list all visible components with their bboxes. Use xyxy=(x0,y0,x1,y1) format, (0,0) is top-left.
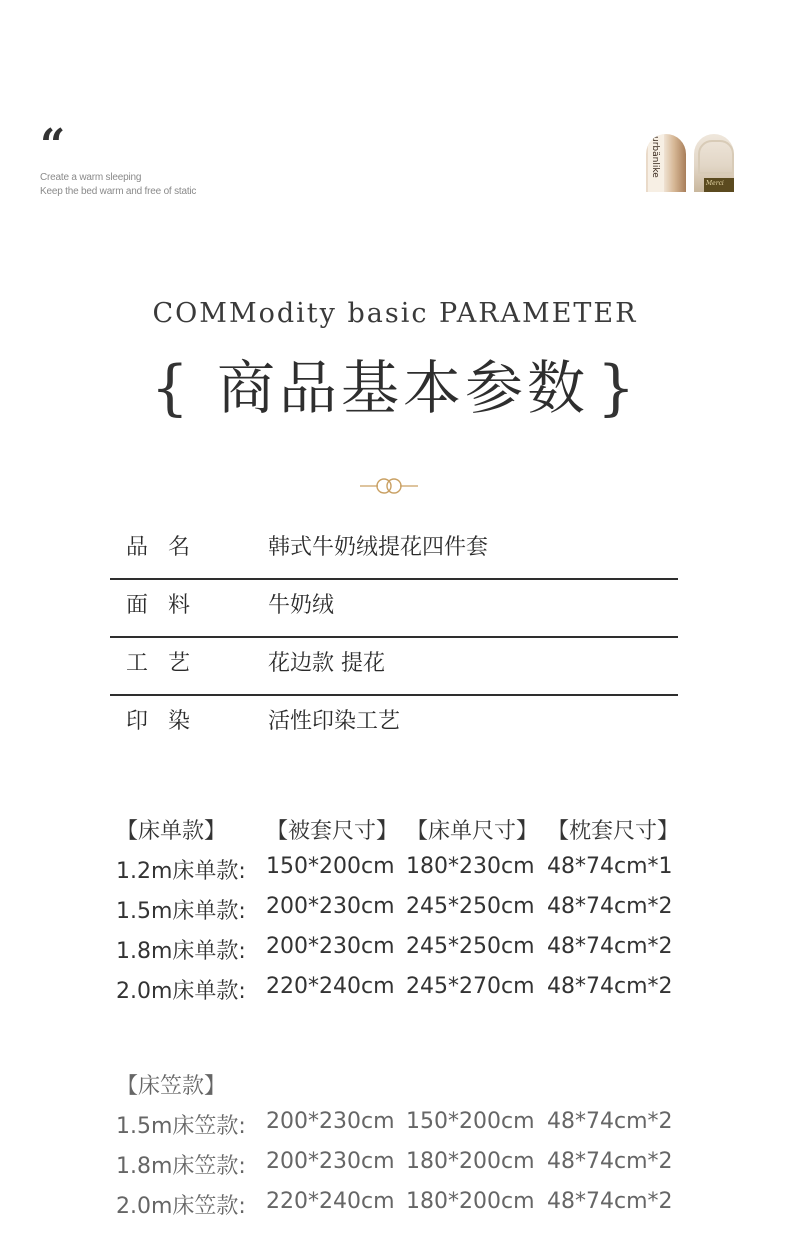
header-cell: 【被套尺寸】 xyxy=(266,819,399,844)
table-cell: 2.0m床单款: xyxy=(116,979,246,1004)
param-value: 花边款 提花 xyxy=(268,651,385,676)
right-brace: } xyxy=(597,353,640,423)
table-cell: 245*250cm xyxy=(406,934,535,959)
table-cell: 220*240cm xyxy=(266,1189,395,1214)
param-row xyxy=(110,522,678,580)
table-cell: 245*250cm xyxy=(406,894,535,919)
header-cell: 【枕套尺寸】 xyxy=(547,819,680,844)
param-row xyxy=(110,580,678,638)
table-cell: 48*74cm*2 xyxy=(547,894,673,919)
table-cell: 200*230cm xyxy=(266,934,395,959)
table-cell: 200*230cm xyxy=(266,894,395,919)
thumbnail-image-2 xyxy=(694,134,734,192)
thumbnail-image-1 xyxy=(646,134,686,192)
table-cell: 1.8m床单款: xyxy=(116,939,246,964)
table-cell: 48*74cm*2 xyxy=(547,974,673,999)
table-cell: 1.5m床单款: xyxy=(116,899,246,924)
table-cell: 180*200cm xyxy=(406,1189,535,1214)
param-value: 活性印染工艺 xyxy=(268,709,401,734)
param-value: 牛奶绒 xyxy=(268,593,335,618)
tagline-2: Keep the bed warm and free of static xyxy=(40,186,197,197)
table-cell: 48*74cm*2 xyxy=(547,1149,673,1174)
param-value: 韩式牛奶绒提花四件套 xyxy=(268,535,489,560)
table-cell: 180*230cm xyxy=(406,854,535,879)
param-label: 工艺 xyxy=(126,651,211,676)
param-row xyxy=(110,638,678,696)
param-label: 面料 xyxy=(126,593,211,618)
table-cell: 180*200cm xyxy=(406,1149,535,1174)
table-cell: 48*74cm*2 xyxy=(547,1109,673,1134)
header-cell: 【床笠款】 xyxy=(116,1074,227,1099)
table-cell: 200*230cm xyxy=(266,1109,395,1134)
tagline-1: Create a warm sleeping xyxy=(40,172,142,183)
header-cell: 【床单款】 xyxy=(116,819,227,844)
table-cell: 1.8m床笠款: xyxy=(116,1154,246,1179)
table-cell: 2.0m床笠款: xyxy=(116,1194,246,1219)
param-row xyxy=(110,696,678,752)
table-cell: 220*240cm xyxy=(266,974,395,999)
table-cell: 150*200cm xyxy=(406,1109,535,1134)
header-thumbnails xyxy=(646,134,736,192)
english-title: COMModity basic PARAMETER xyxy=(152,298,638,329)
param-label: 印染 xyxy=(126,709,211,734)
chinese-title: 商品基本参数 xyxy=(216,354,589,422)
header-cell: 【床单尺寸】 xyxy=(406,819,539,844)
left-brace: { xyxy=(150,353,193,423)
parameter-table xyxy=(110,522,678,752)
chinese-title-block xyxy=(0,353,790,423)
table-cell: 1.2m床单款: xyxy=(116,859,246,884)
quote-mark-icon: “ xyxy=(40,120,66,171)
table-cell: 48*74cm*2 xyxy=(547,934,673,959)
rings-divider-icon xyxy=(358,474,420,498)
thumbnail-1-text: urbänlike xyxy=(650,136,660,178)
thumbnail-2-text: Merci xyxy=(706,180,724,187)
table-cell: 1.5m床笠款: xyxy=(116,1114,246,1139)
table-cell: 48*74cm*1 xyxy=(547,854,673,879)
table-cell: 245*270cm xyxy=(406,974,535,999)
table-cell: 200*230cm xyxy=(266,1149,395,1174)
table-cell: 150*200cm xyxy=(266,854,395,879)
param-label: 品名 xyxy=(126,535,211,560)
table-cell: 48*74cm*2 xyxy=(547,1189,673,1214)
